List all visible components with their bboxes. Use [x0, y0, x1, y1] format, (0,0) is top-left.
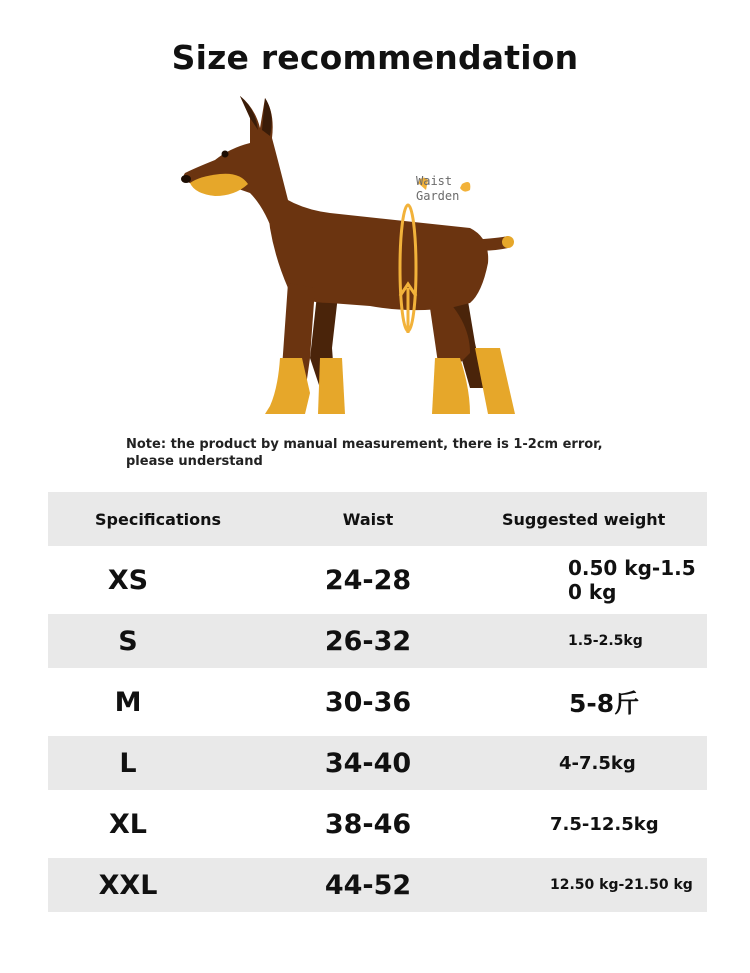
waist-label-line2: Garden — [416, 189, 460, 203]
waist-cell: 34-40 — [324, 747, 412, 779]
table-header-row — [48, 492, 707, 546]
header-waist: Waist — [342, 509, 394, 529]
weight-cell: 12.50 kg-21.50 kg — [550, 877, 693, 893]
header-suggested-weight: Suggested weight — [502, 509, 666, 529]
size-cell: XS — [107, 564, 149, 596]
table-row — [48, 790, 707, 858]
dog-illustration — [170, 88, 530, 428]
weight-cell: 5-8斤 — [569, 689, 640, 718]
table-row — [48, 546, 707, 614]
page-title: Size recommendation — [171, 38, 579, 77]
waist-label-line1: Waist — [416, 174, 453, 188]
table-row — [48, 668, 707, 736]
waist-cell: 38-46 — [324, 808, 412, 840]
size-cell: XL — [108, 808, 148, 840]
header-specifications: Specifications — [95, 509, 221, 529]
size-cell: S — [118, 625, 138, 657]
waist-cell: 30-36 — [324, 686, 412, 718]
weight-cell: 7.5-12.5kg — [550, 813, 659, 835]
waist-cell: 24-28 — [324, 564, 412, 596]
weight-cell: 4-7.5kg — [559, 752, 636, 774]
waist-cell: 26-32 — [324, 625, 412, 657]
size-cell: M — [114, 686, 142, 718]
table-row — [48, 614, 707, 668]
size-cell: XXL — [98, 869, 158, 901]
table-row — [48, 858, 707, 912]
size-cell: L — [119, 747, 137, 779]
waist-label — [416, 174, 459, 204]
waist-cell: 44-52 — [324, 869, 412, 901]
weight-cell: 0.50 kg-1.5 0 kg — [568, 556, 696, 604]
weight-cell: 1.5-2.5kg — [568, 633, 643, 649]
measurement-note: Note: the product by manual measurement, there is 1-2cm error, please understand — [126, 437, 603, 469]
size-table — [48, 492, 707, 912]
table-row — [48, 736, 707, 790]
